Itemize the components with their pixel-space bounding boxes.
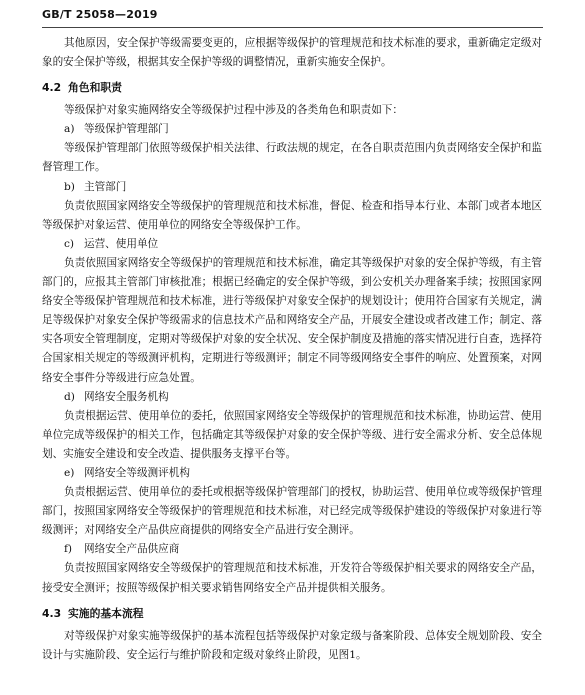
list-label: b) xyxy=(64,180,75,193)
section-title: 实施的基本流程 xyxy=(68,606,144,620)
role-text-b: 负责依照国家网络安全等级保护的管理规范和技术标准，督促、检查和指导本行业、本部门或者本地区等级保护对象运营、使用单位的网络安全等级保护工作。 xyxy=(42,199,542,231)
role-text-f: 负责按照国家网络安全等级保护的管理规范和技术标准，开发符合等级保护相关要求的网络安全产品，接受安全测评；按照等级保护相关要求销售网络安全产品并提供相关服务。 xyxy=(42,562,542,594)
roles-intro: 等级保护对象实施网络安全等级保护过程中涉及的各类角色和职责如下： xyxy=(64,104,403,117)
section-number: 4.2 xyxy=(42,81,62,95)
role-text-d: 负责根据运营、使用单位的委托，依照国家网络安全等级保护的管理规范和技术标准，协助运营、使用单位完成等级保护的相关工作，包括确定其等级保护对象的安全保护等级、进行安全需求分析、安全总体规划、实施安全建设和安全改造、提供服务支撑平台等。 xyxy=(42,409,542,460)
role-heading-c xyxy=(42,235,542,254)
header-rule xyxy=(42,27,543,28)
role-text-e: 负责根据运营、使用单位的委托或根据等级保护管理部门的授权，协助运营、使用单位或等级保护管理部门，按照国家网络安全等级保护的管理规范和技术标准，对已经完成等级保护建设的等级保护对象进行等级测评；对网络安全产品供应商提供的网络安全产品进行安全测评。 xyxy=(42,486,542,537)
list-label: e) xyxy=(64,466,75,479)
list-label: c) xyxy=(64,237,75,250)
role-heading-f xyxy=(42,540,542,559)
role-text-a: 等级保护管理部门依照等级保护相关法律、行政法规的规定，在各自职责范围内负责网络安全保护和监督管理工作。 xyxy=(42,142,542,174)
role-name: 主管部门 xyxy=(84,180,127,193)
section-title: 角色和职责 xyxy=(68,81,122,95)
list-label: d) xyxy=(64,390,75,403)
paragraph-regrading: 其他原因，安全保护等级需要变更的，应根据等级保护的管理规范和技术标准的要求，重新确定定级对象的安全保护等级，根据其安全保护等级的调整情况，重新实施安全保护。 xyxy=(42,37,542,69)
section-heading-4-2 xyxy=(42,78,542,97)
role-heading-d xyxy=(42,388,542,407)
role-text-c: 负责依照国家网络安全等级保护的管理规范和技术标准，确定其等级保护对象的安全保护等级，有主管部门的，应报其主管部门审核批准；根据已经确定的安全保护等级，到公安机关办理备案手续；按照国家网络安全等级保护管理规范和技术标准，进行等级保护对象安全保护的规划设计；使用符合国家有关规定，满足等级保护对象安全保护等级需求的信息技术产品和网络安全产品，开展安全建设或者改建工作；制定、落实各项安全管理制度，定期对等级保护对象的安全状况、安全保护制度及措施的落实情况进行自查，选择符合国家相关规定的等级测评机构，定期进行等级测评；制定不同等级网络安全事件的响应、处置预案，对网络安全事件分等级进行应急处置。 xyxy=(42,256,542,384)
role-heading-e xyxy=(42,464,542,483)
role-heading-b xyxy=(42,178,542,197)
basic-process-text: 对等级保护对象实施等级保护的基本流程包括等级保护对象定级与备案阶段、总体安全规划阶段、安全设计与实施阶段、安全运行与维护阶段和定级对象终止阶段，见图1。 xyxy=(42,629,542,661)
section-heading-4-3 xyxy=(42,604,542,623)
role-name: 网络安全服务机构 xyxy=(84,390,169,403)
role-heading-a xyxy=(42,120,542,139)
role-name: 运营、使用单位 xyxy=(84,237,159,250)
list-label: f) xyxy=(64,543,73,556)
section-number: 4.3 xyxy=(42,606,62,620)
role-name: 网络安全产品供应商 xyxy=(84,543,180,556)
list-label: a) xyxy=(64,123,75,136)
role-name: 等级保护管理部门 xyxy=(84,123,169,136)
document-body xyxy=(42,34,542,665)
role-name: 网络安全等级测评机构 xyxy=(84,466,190,479)
standard-number-header: GB/T 25058—2019 xyxy=(42,8,158,21)
